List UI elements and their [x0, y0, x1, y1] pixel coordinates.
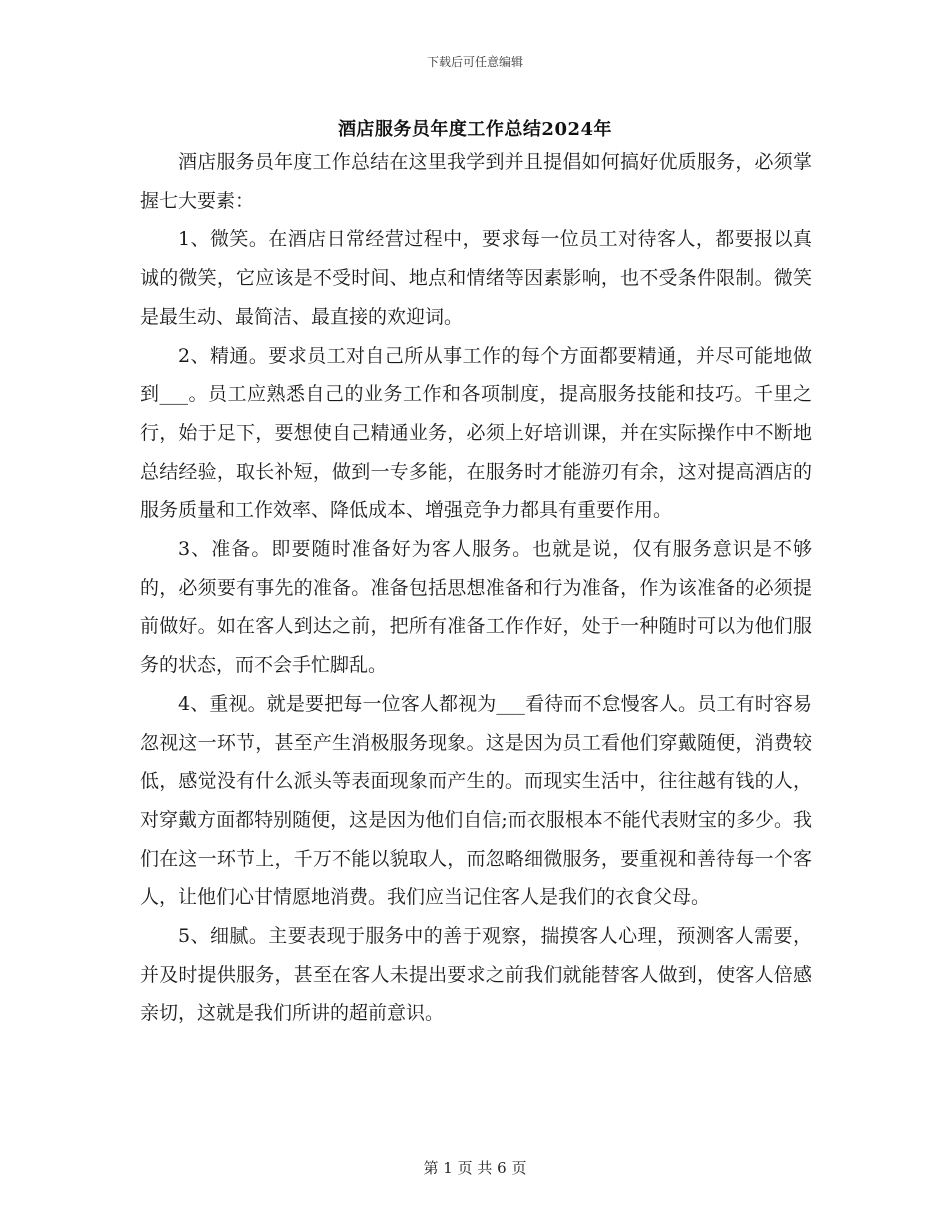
document-body	[140, 143, 812, 1033]
page-number-footer: 第 1 页 共 6 页	[423, 1159, 527, 1177]
paragraph-attention: 4、重视。就是要把每一位客人都视为___看待而不怠慢客人。员工有时容易忽视这一环节，甚至产生消极服务现象。这是因为员工看他们穿戴随便，消费较低，感觉没有什么派头等表面现象而产生的。而现实生活中，往往越有钱的人，对穿戴方面都特别随便，这是因为他们自信;而衣服根本不能代表财宝的多少。我们在这一环节上，千万不能以貌取人，而忽略细微服务，要重视和善待每一个客人，让他们心甘情愿地消费。我们应当记住客人是我们的衣食父母。	[140, 692, 812, 909]
paragraph-intro: 酒店服务员年度工作总结在这里我学到并且提倡如何搞好优质服务，必须掌握七大要素：	[140, 151, 812, 212]
paragraph-smile: 1、微笑。在酒店日常经营过程中，要求每一位员工对待客人，都要报以真诚的微笑，它应该是不受时间、地点和情绪等因素影响，也不受条件限制。微笑是最生动、最简洁、最直接的欢迎词。	[140, 228, 812, 328]
header-note: 下载后可任意编辑	[426, 55, 523, 69]
document-title: 酒店服务员年度工作总结2024年	[337, 119, 613, 140]
paragraph-attentiveness: 5、细腻。主要表现于服务中的善于观察，揣摸客人心理，预测客人需要，并及时提供服务，甚至在客人未提出要求之前我们就能替客人做到，使客人倍感亲切，这就是我们所讲的超前意识。	[140, 925, 812, 1025]
paragraph-proficiency: 2、精通。要求员工对自己所从事工作的每个方面都要精通，并尽可能地做到___。员工应熟悉自己的业务工作和各项制度，提高服务技能和技巧。千里之行，始于足下，要想使自己精通业务，必须上好培训课，并在实际操作中不断地总结经验，取长补短，做到一专多能，在服务时才能游刃有余，这对提高酒店的服务质量和工作效率、降低成本、增强竞争力都具有重要作用。	[140, 344, 812, 522]
paragraph-preparation: 3、准备。即要随时准备好为客人服务。也就是说，仅有服务意识是不够的，必须要有事先的准备。准备包括思想准备和行为准备，作为该准备的必须提前做好。如在客人到达之前，把所有准备工作作好，处于一种随时可以为他们服务的状态，而不会手忙脚乱。	[140, 538, 812, 677]
